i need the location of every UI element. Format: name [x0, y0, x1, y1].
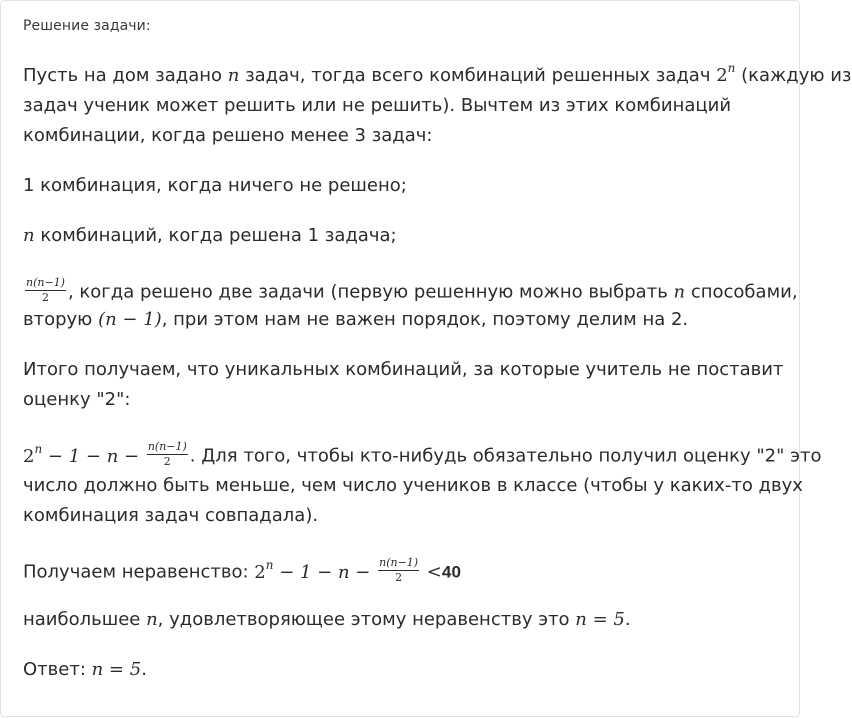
paragraph-case-two-line-1: $\frac{n(n-1)}{2}$ , когда решено две задачи (первую решенную можно выбрать n способами, — [26, 276, 798, 304]
paragraph-expression-line-1: $2^n - 1 - n$ − $\frac{n(n-1)}{2}$ . Для того, чтобы кто-нибудь обязательно получил оценку "2" это — [23, 440, 822, 468]
math-answer: n = 5 — [91, 659, 142, 680]
math-n-equals-5: n = 5 — [575, 609, 625, 630]
solution-header: Решение задачи: — [23, 18, 151, 34]
math-n: n — [673, 281, 686, 303]
inequality-bound-value: 40 — [441, 562, 462, 582]
paragraph-intro-line-2: задач ученик может решить или не решить). Вычтем из этих комбинаций — [23, 95, 732, 116]
paragraph-case-zero: 1 комбинация, когда ничего не решено; — [23, 175, 407, 196]
math-n: n — [146, 609, 158, 630]
paragraph-case-two-line-2: вторую (n − 1), при этом нам не важен порядок, поэтому делим на 2. — [23, 309, 689, 330]
fraction-n-n-minus-1-over-2: $\frac{n(n-1)}{2}$ — [147, 440, 187, 468]
paragraph-answer: Ответ: n = 5. — [23, 659, 147, 680]
math-2-power-n: 2$^n$ — [716, 61, 736, 86]
paragraph-expression-line-3: комбинация задач совпадала). — [23, 505, 319, 526]
paragraph-intro-line-3: комбинации, когда решено менее 3 задач: — [23, 125, 433, 146]
paragraph-inequality: Получаем неравенство: $2^n - 1 - n$ − $\frac{n(n-1)}{2}$ <40 — [23, 556, 462, 584]
math-n: n — [227, 65, 240, 86]
paragraph-total-line-1: Итого получаем, что уникальных комбинаций, за которые учитель не поставит — [23, 359, 784, 380]
paragraph-largest-n: наибольшее n, удовлетворяющее этому неравенству это n = 5. — [23, 609, 631, 630]
paragraph-intro-line-1: Пусть на дом задано n задач, тогда всего комбинаций решенных задач 2$^n$ (каждую из — [23, 61, 852, 86]
math-n: n — [23, 225, 35, 246]
paragraph-total-line-2: оценку "2": — [23, 389, 131, 410]
math-n-minus-1: (n − 1) — [98, 309, 162, 330]
paragraph-expression-line-2: число должно быть меньше, чем число учеников в классе (чтобы у каких-то двух — [23, 475, 803, 496]
fraction-n-n-minus-1-over-2: $\frac{n(n-1)}{2}$ — [379, 556, 419, 584]
math-inequality-expression: $2^n - 1 - n$ − — [254, 557, 377, 583]
fraction-n-n-minus-1-over-2: $\frac{n(n-1)}{2}$ — [26, 276, 65, 304]
math-expression: $2^n - 1 - n$ − — [23, 441, 145, 467]
paragraph-case-one: n комбинаций, когда решена 1 задача; — [23, 225, 397, 246]
